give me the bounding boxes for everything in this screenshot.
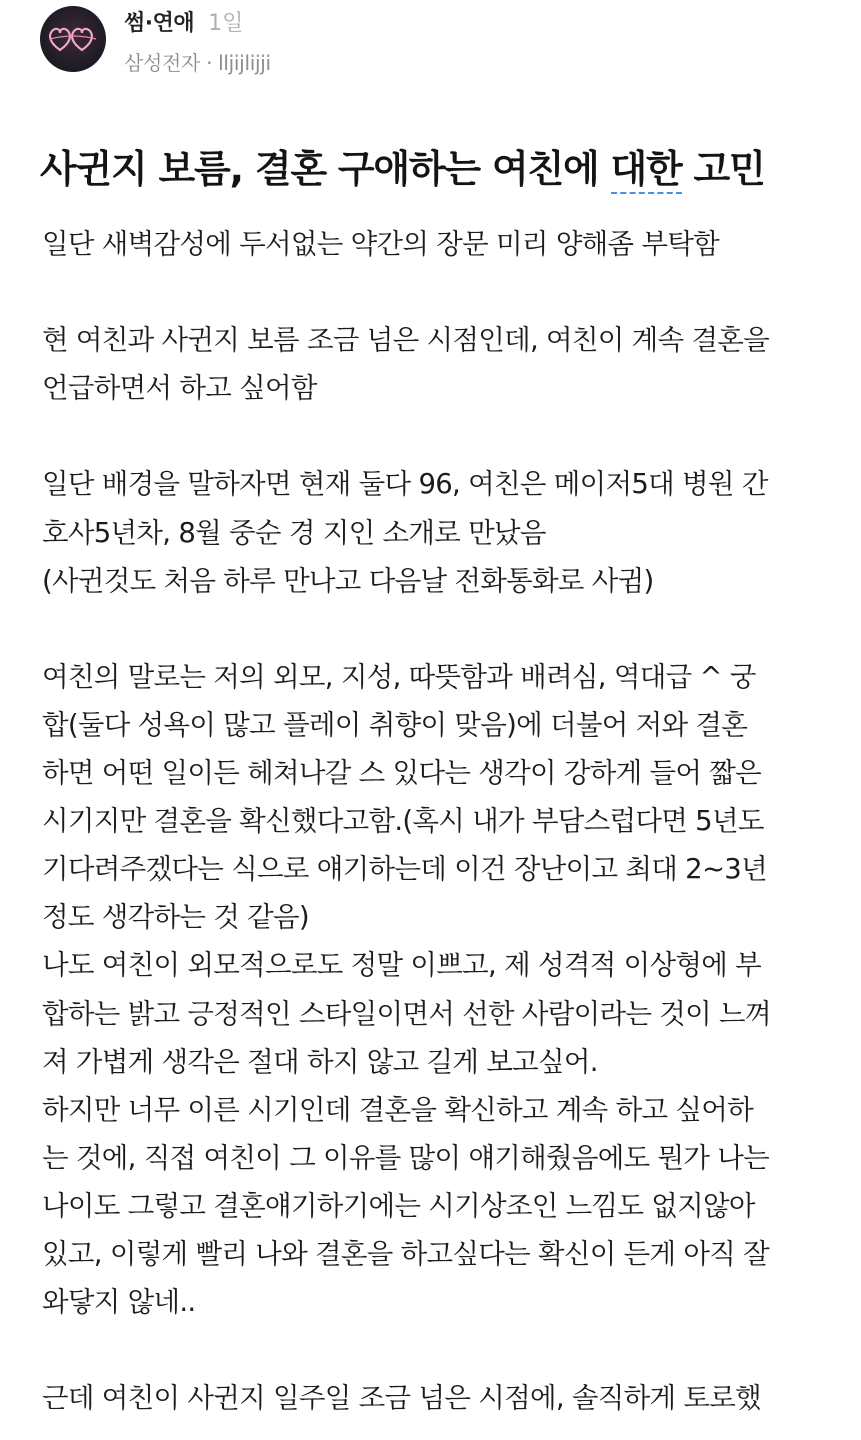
body-line: 하지만 너무 이른 시기인데 결혼을 확신하고 계속 하고 싶어하: [42, 1093, 753, 1126]
body-line: 언급하면서 하고 싶어함: [42, 372, 317, 405]
post-time: 1일: [208, 11, 244, 36]
body-line: [42, 1326, 842, 1374]
body-line: 합하는 밝고 긍정적인 스타일이면서 선한 사람이라는 것이 느껴: [42, 997, 771, 1030]
post-body: [42, 220, 842, 1422]
body-line: [42, 412, 842, 460]
body-line: 현 여친과 사귄지 보름 조금 넘은 시점인데, 여친이 계속 결혼을: [42, 324, 770, 357]
body-line: 하면 어떤 일이든 헤쳐나갈 스 있다는 생각이 강하게 들어 짧은: [42, 757, 761, 790]
body-line: 근데 여친이 사귄지 일주일 조금 넘은 시점에, 솔직하게 토로했: [42, 1382, 761, 1415]
body-line: 시기지만 결혼을 확신했다고함.(혹시 내가 부담스럽다면 5년도: [42, 805, 764, 838]
body-line: [42, 605, 842, 653]
body-line: 져 가볍게 생각은 절대 하지 않고 길게 보고싶어.: [42, 1045, 598, 1078]
body-line: 정도 생각하는 것 같음): [42, 901, 309, 934]
board-name[interactable]: 썸·연애: [124, 11, 195, 36]
body-line: 호사5년차, 8월 중순 경 지인 소개로 만났음: [42, 516, 546, 549]
body-line: (사귄것도 처음 하루 만나고 다음날 전화통화로 사귐): [42, 564, 654, 597]
body-line: 일단 새벽감성에 두서없는 약간의 장문 미리 양해좀 부탁함: [42, 228, 720, 260]
post-meta: [124, 6, 271, 76]
post-title: [40, 138, 840, 193]
body-line: 나이도 그렇고 결혼얘기하기에는 시기상조인 느낌도 없지않아: [42, 1189, 755, 1222]
body-line: 나도 여친이 외모적으로도 정말 이쁘고, 제 성격적 이상형에 부: [42, 949, 761, 982]
body-line: 합(둘다 성욕이 많고 플레이 취향이 맞음)에 더불어 저와 결혼: [42, 708, 748, 741]
author-nickname[interactable]: lljijlijji: [218, 51, 271, 75]
body-line: 여친의 말로는 저의 외모, 지성, 따뜻함과 배려심, 역대급 ^ 궁: [42, 660, 756, 693]
body-line: 있고, 이렇게 빨리 나와 결혼을 하고싶다는 확신이 든게 아직 잘: [42, 1237, 770, 1270]
body-line: 기다려주겠다는 식으로 얘기하는데 이건 장난이고 최대 2~3년: [42, 853, 767, 886]
title-text-end: 고민: [681, 147, 765, 191]
post-header: [40, 6, 820, 75]
title-text-start: 사귄지 보름, 결혼 구애하는 여친에: [40, 147, 611, 191]
body-line: 는 것에, 직접 여친이 그 이유를 많이 얘기해줬음에도 뭔가 나는: [42, 1141, 770, 1174]
body-line: [42, 268, 842, 316]
body-line: 일단 배경을 말하자면 현재 둘다 96, 여친은 메이저5대 병원 간: [42, 468, 768, 501]
body-line: 와닿지 않네..: [42, 1286, 196, 1319]
title-text-underlined: 대한: [611, 147, 682, 194]
avatar[interactable]: [40, 6, 106, 72]
separator: ·: [206, 51, 213, 75]
hearts-icon: [48, 23, 98, 55]
author-company: 삼성전자: [124, 51, 201, 75]
